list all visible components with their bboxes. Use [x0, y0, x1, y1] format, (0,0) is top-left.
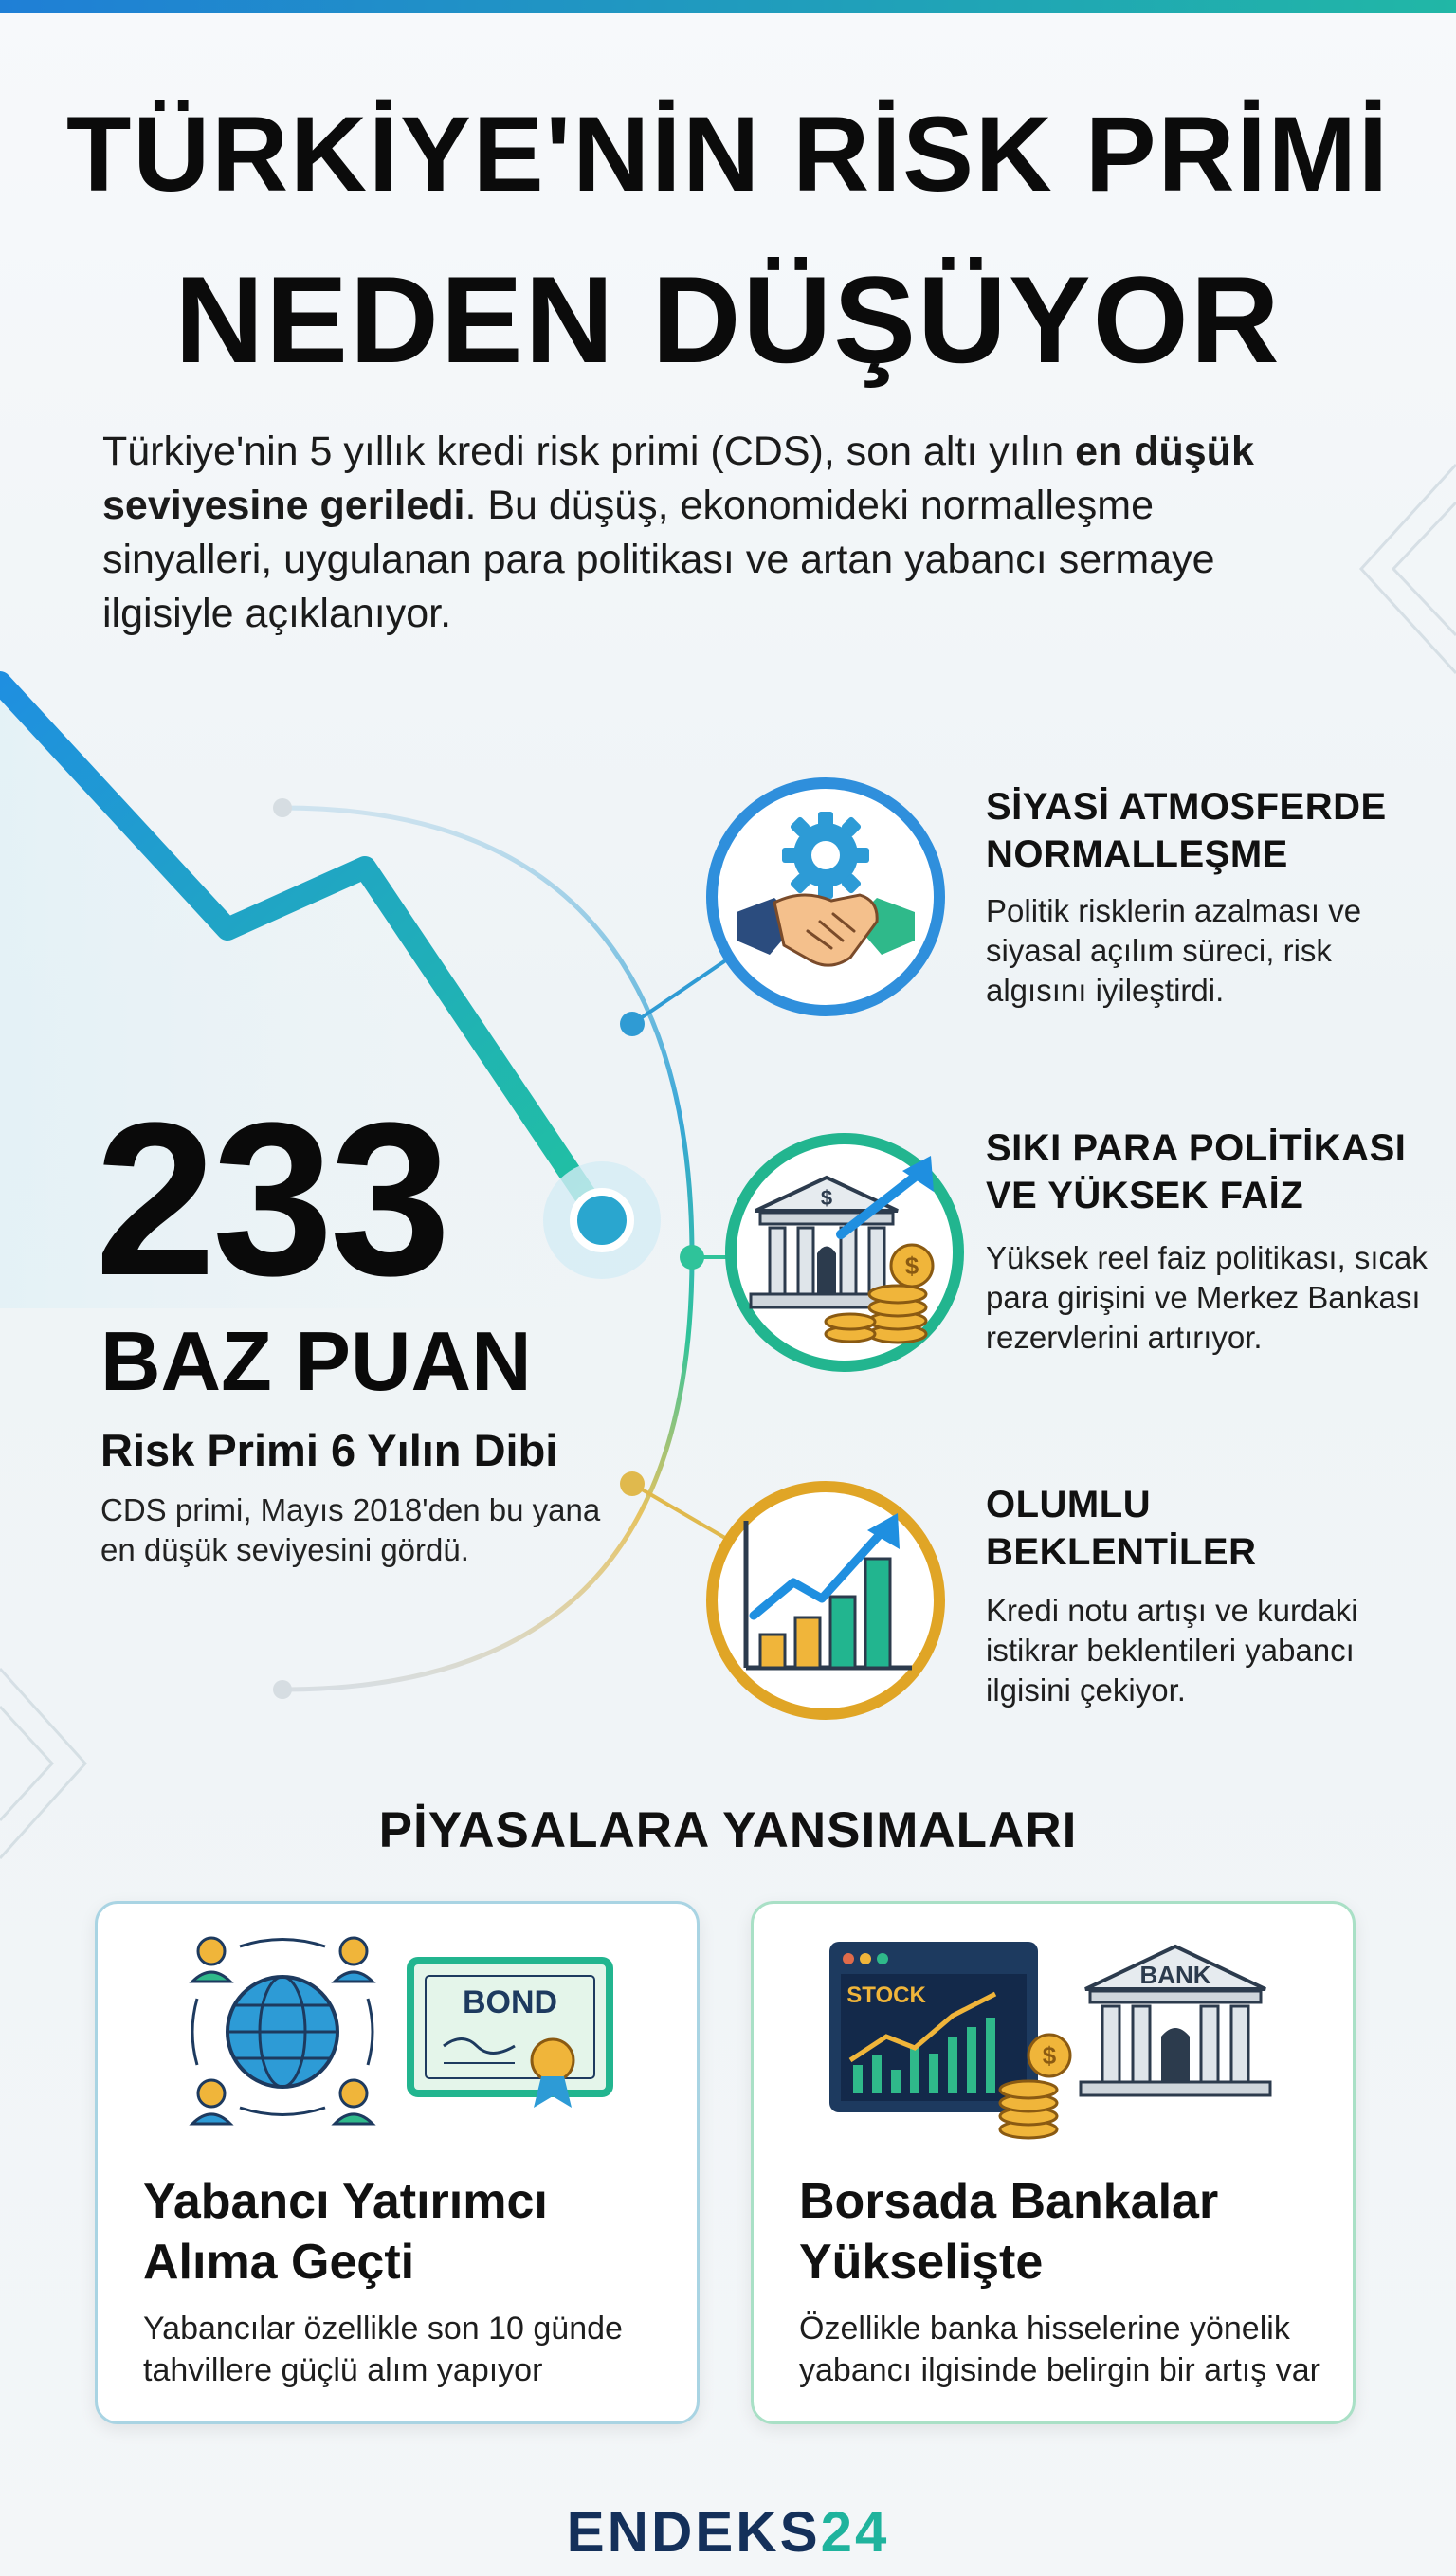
factor-1-title-line2: NORMALLEŞME: [986, 833, 1288, 875]
factor-2-title: [986, 1124, 1406, 1219]
trend-end-dot: [573, 1192, 630, 1249]
connector-line-1: [632, 958, 730, 1024]
card-1-title-line1: Yabancı Yatırımcı: [143, 2174, 548, 2229]
svg-text:$: $: [1042, 2041, 1057, 2070]
card-foreign-investors: [95, 1901, 700, 2424]
connector-line-3: [632, 1484, 730, 1541]
factor-2-text: Yüksek reel faiz politikası, sıcak para girişini ve Merkez Bankası rezervlerini artırıyor.: [986, 1240, 1428, 1355]
markets-section-title: PİYASALARA YANSIMALARI: [378, 1802, 1078, 1858]
card-2-title-line1: Borsada Bankalar: [799, 2174, 1219, 2229]
brand-logo: [0, 2499, 1456, 2565]
connector-dot-1: [620, 1012, 645, 1036]
card-2-title-line2: Yükselişte: [799, 2235, 1044, 2290]
card-1-title-line2: Alıma Geçti: [143, 2235, 415, 2290]
svg-text:$: $: [904, 1251, 919, 1280]
factor-3-text: Kredi notu artışı ve kurdaki istikrar beklentileri yabancı ilgisini çekiyor.: [986, 1593, 1358, 1708]
bank-growth-icon: [725, 1133, 964, 1372]
bank-label: BANK: [1139, 1961, 1211, 1989]
cds-unit: BAZ PUAN: [100, 1314, 532, 1408]
page-title-line2: NEDEN DÜŞÜYOR: [174, 250, 1282, 389]
arc-start-dot: [273, 798, 292, 817]
card-foreign-investors-text: Yabancılar özellikle son 10 günde tahvillere güçlü alım yapıyor: [143, 2311, 623, 2388]
growth-chart-icon: [706, 1481, 945, 1720]
card-banks-rising-text: Özellikle banka hisselerine yönelik yabancı ilgisinde belirgin bir artış var: [799, 2311, 1320, 2388]
factor-3-title-line1: OLUMLU: [986, 1484, 1152, 1526]
factor-3-title-line2: BEKLENTİLER: [986, 1531, 1257, 1573]
card-banks-rising-title: [799, 2171, 1330, 2293]
brand-logo-main: ENDEKS: [566, 2500, 821, 2564]
intro-text-2: . Bu düşüş, ekonomideki normalleşme sinyalleri, uygulanan para politikası ve artan yabancı sermaye ilgisiyle açıklanıyor.: [102, 483, 1215, 636]
cds-value: 233: [95, 1077, 447, 1321]
connector-dot-2: [680, 1245, 704, 1270]
handshake-icon: [706, 777, 945, 1016]
factor-3-title: [986, 1481, 1257, 1576]
intro-text-1: Türkiye'nin 5 yıllık kredi risk primi (CDS), son altı yılın: [102, 429, 1076, 474]
factor-1-title: [986, 783, 1387, 878]
cds-note: CDS primi, Mayıs 2018'den bu yana en düşük seviyesini gördü.: [100, 1492, 601, 1567]
bond-label: BOND: [462, 1984, 558, 2020]
page-title-line1: TÜRKİYE'NİN RİSK PRİMİ: [65, 95, 1391, 213]
stock-label: STOCK: [846, 1982, 926, 2008]
corner-decor-right: [1361, 465, 1456, 673]
intro-bold-text: en düşük seviyesine geriledi: [102, 429, 1254, 528]
arc-end-dot: [273, 1680, 292, 1699]
factor-1-title-line1: SİYASİ ATMOSFERDE: [986, 786, 1387, 828]
factor-1-text: Politik risklerin azalması ve siyasal açılım süreci, risk algısını iyileştirdi.: [986, 893, 1362, 1008]
factor-2-title-line2: VE YÜKSEK FAİZ: [986, 1175, 1304, 1216]
card-banks-rising: [751, 1901, 1356, 2424]
cds-subtitle: Risk Primi 6 Yılın Dibi: [100, 1425, 558, 1475]
card-foreign-investors-title: [143, 2171, 674, 2293]
global-investors-icon: [98, 1904, 697, 2160]
brand-logo-accent: 24: [820, 2500, 890, 2564]
svg-text:$: $: [820, 1186, 833, 1210]
factor-2-title-line1: SIKI PARA POLİTİKASI: [986, 1127, 1407, 1169]
stock-bank-icon: [754, 1904, 1353, 2160]
